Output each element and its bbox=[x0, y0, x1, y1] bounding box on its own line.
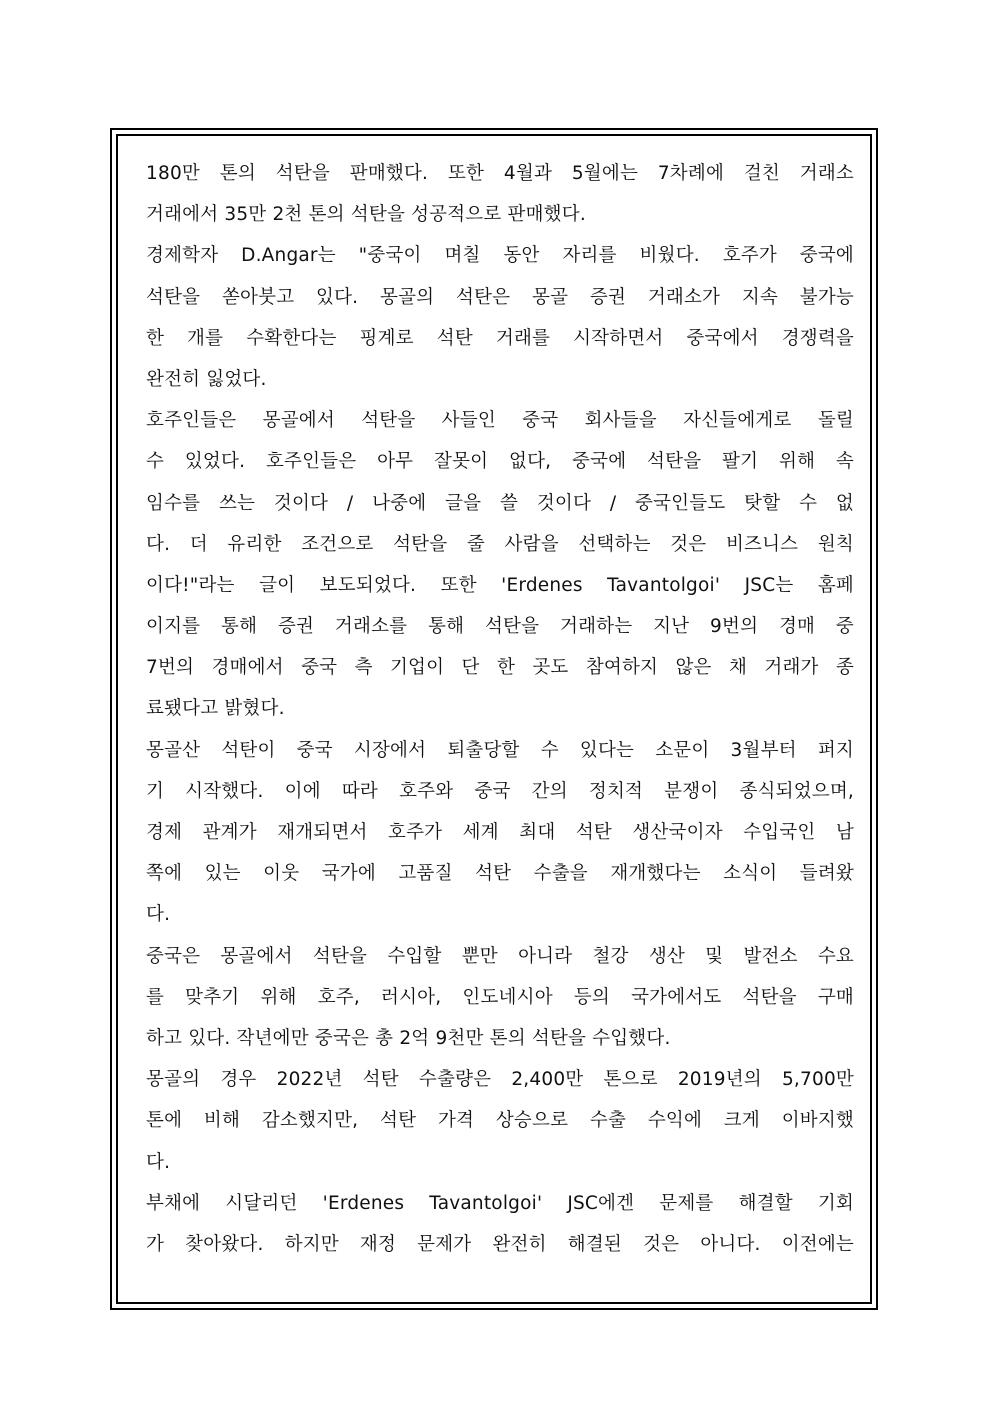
text-line: 기 시작했다. 이에 따라 호주와 중국 간의 정치적 분쟁이 종식되었으며, bbox=[146, 780, 854, 802]
text-line: 거래에서 35만 2천 톤의 석탄을 성공적으로 판매했다. bbox=[146, 204, 586, 226]
text-line: 이지를 통해 증권 거래소를 통해 석탄을 거래하는 지난 9번의 경매 중 bbox=[146, 616, 854, 638]
document-body bbox=[146, 153, 854, 1265]
text-line: 수 있었다. 호주인들은 아무 잘못이 없다, 중국에 석탄을 팔기 위해 속 bbox=[146, 451, 854, 473]
text-line: 한 개를 수확한다는 핑계로 석탄 거래를 시작하면서 중국에서 경쟁력을 bbox=[146, 327, 854, 349]
text-line: 부채에 시달리던 'Erdenes Tavantolgoi' JSC에겐 문제를 해결할 기회 bbox=[146, 1192, 854, 1214]
text-line: 톤에 비해 감소했지만, 석탄 가격 상승으로 수출 수익에 크게 이바지했 bbox=[146, 1110, 854, 1132]
text-line: 중국은 몽골에서 석탄을 수입할 뿐만 아니라 철강 생산 및 발전소 수요 bbox=[146, 945, 854, 967]
text-line: 완전히 잃었다. bbox=[146, 368, 267, 390]
text-line: 료됐다고 밝혔다. bbox=[146, 698, 285, 720]
text-line: 다. bbox=[146, 904, 171, 926]
text-line: 몽골의 경우 2022년 석탄 수출량은 2,400만 톤으로 2019년의 5,700만 bbox=[146, 1069, 854, 1091]
text-line: 다. 더 유리한 조건으로 석탄을 줄 사람을 선택하는 것은 비즈니스 원칙 bbox=[146, 533, 854, 555]
text-line: 180만 톤의 석탄을 판매했다. 또한 4월과 5월에는 7차례에 걸친 거래소 bbox=[146, 163, 854, 184]
text-line: 석탄을 쏟아붓고 있다. 몽골의 석탄은 몽골 증권 거래소가 지속 불가능 bbox=[146, 286, 854, 308]
text-line: 임수를 쓰는 것이다 / 나중에 글을 쓸 것이다 / 중국인들도 탓할 수 없 bbox=[146, 492, 854, 514]
text-line: 쪽에 있는 이웃 국가에 고품질 석탄 수출을 재개했다는 소식이 들려왔 bbox=[146, 863, 854, 885]
text-line: 를 맞추기 위해 호주, 러시아, 인도네시아 등의 국가에서도 석탄을 구매 bbox=[146, 986, 854, 1008]
text-line: 몽골산 석탄이 중국 시장에서 퇴출당할 수 있다는 소문이 3월부터 퍼지 bbox=[146, 739, 854, 761]
text-line: 경제학자 D.Angar는 "중국이 며칠 동안 자리를 비웠다. 호주가 중국에 bbox=[146, 245, 854, 267]
text-line: 이다!"라는 글이 보도되었다. 또한 'Erdenes Tavantolgoi' JSC는 홈페 bbox=[146, 574, 854, 596]
text-line: 호주인들은 몽골에서 석탄을 사들인 중국 회사들을 자신들에게로 돌릴 bbox=[146, 410, 854, 432]
text-line: 가 찾아왔다. 하지만 재정 문제가 완전히 해결된 것은 아니다. 이전에는 bbox=[146, 1233, 854, 1255]
text-line: 경제 관계가 재개되면서 호주가 세계 최대 석탄 생산국이자 수입국인 남 bbox=[146, 822, 854, 843]
text-line: 다. bbox=[146, 1151, 171, 1173]
text-line: 하고 있다. 작년에만 중국은 총 2억 9천만 톤의 석탄을 수입했다. bbox=[146, 1027, 671, 1049]
text-line: 7번의 경매에서 중국 측 기업이 단 한 곳도 참여하지 않은 채 거래가 종 bbox=[146, 657, 854, 679]
